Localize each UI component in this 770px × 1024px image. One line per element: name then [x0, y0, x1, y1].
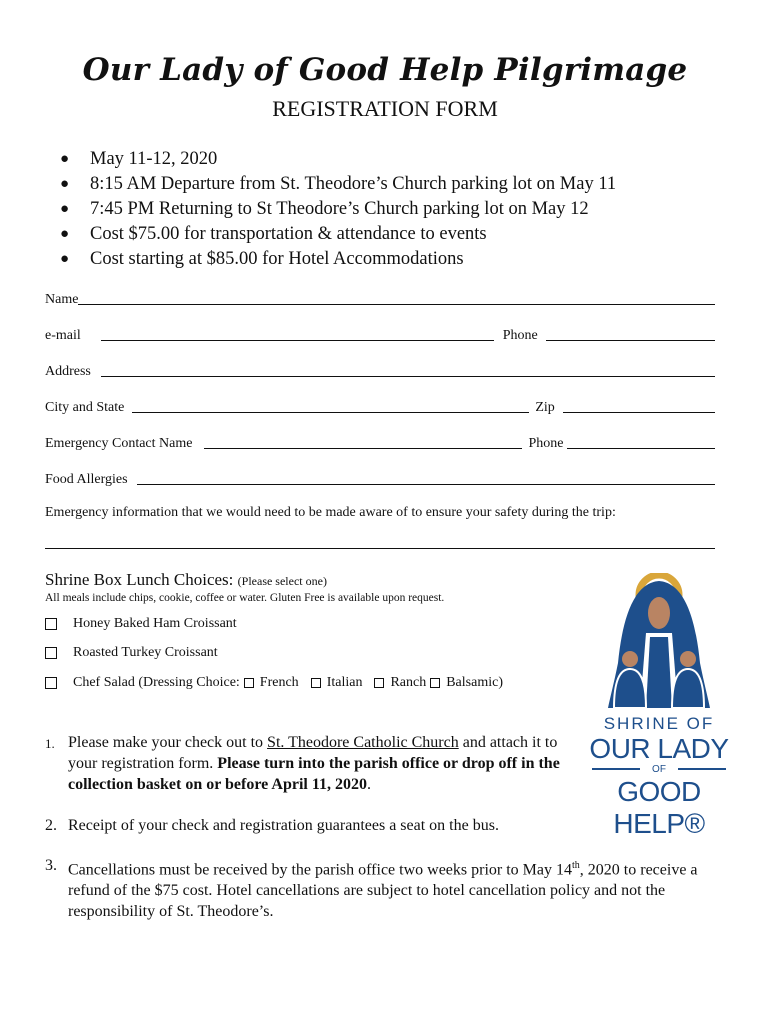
zip-field[interactable]	[563, 411, 715, 413]
name-label: Name	[45, 292, 79, 307]
city-state-label: City and State	[45, 400, 125, 415]
emergency-info-label: Emergency information that we would need to be made aware of to ensure your safety during the trip:	[45, 505, 616, 520]
lunch-option-ham	[45, 616, 237, 632]
french-checkbox[interactable]	[244, 678, 254, 688]
phone-label: Phone	[502, 328, 538, 343]
bullet-icon: ●	[60, 176, 70, 192]
address-field[interactable]	[101, 375, 715, 377]
food-allergies-row	[45, 466, 715, 488]
instruction-3: 3. Cancellations must be received by the parish office two weeks prior to May 14th, 2020 to receive a refund of the $75 cost. Hotel cancellations are subject to hotel cancellation policy and not the responsibility of St. Theodore’s.	[45, 857, 698, 921]
form-title: Our Lady of Good Help Pilgrimage	[82, 52, 688, 88]
city-zip-row	[45, 394, 715, 416]
turkey-checkbox[interactable]	[45, 647, 57, 659]
zip-label: Zip	[535, 400, 555, 415]
ranch-checkbox[interactable]	[374, 678, 384, 688]
name-field[interactable]	[78, 303, 715, 305]
list-item: ● 8:15 AM Departure from St. Theodore’s Church parking lot on May 11	[48, 172, 748, 197]
emergency-contact-row	[45, 430, 715, 452]
lunch-option-turkey	[45, 645, 218, 661]
phone-field[interactable]	[546, 339, 715, 341]
address-row	[45, 358, 715, 380]
logo-line-4: GOOD HELP®	[613, 776, 705, 839]
emergency-info-field[interactable]	[45, 548, 715, 549]
salad-checkbox[interactable]	[45, 677, 57, 689]
logo-line-2: OUR LADY	[589, 733, 729, 764]
ham-checkbox[interactable]	[45, 618, 57, 630]
emergency-phone-label: Phone	[528, 436, 564, 451]
lunch-option-salad	[45, 675, 503, 691]
list-item: ● 7:45 PM Returning to St Theodore’s Church parking lot on May 12	[48, 197, 748, 222]
list-item: ● Cost starting at $85.00 for Hotel Accommodations	[48, 247, 748, 272]
list-item: ● Cost $75.00 for transportation & attendance to events	[48, 222, 748, 247]
instruction-2: 2. Receipt of your check and registration guarantees a seat on the bus.	[45, 817, 499, 834]
deadline-text: Please turn into the parish office or drop off in the collection basket on or before April 11, 2020	[68, 755, 560, 793]
ham-label: Honey Baked Ham Croissant	[73, 616, 237, 631]
bullet-icon: ●	[60, 226, 70, 242]
event-details-list	[48, 147, 748, 272]
mary-face-icon	[648, 597, 670, 629]
email-row	[45, 322, 715, 344]
logo-line-3: OF	[652, 764, 666, 775]
balsamic-label: Balsamic)	[446, 675, 503, 690]
food-allergies-field[interactable]	[137, 483, 715, 485]
food-allergies-label: Food Allergies	[45, 472, 128, 487]
child-right-icon	[680, 651, 696, 667]
email-field[interactable]	[101, 339, 494, 341]
lunch-subtext: All meals include chips, cookie, coffee or water. Gluten Free is available upon request.	[45, 592, 445, 604]
balsamic-checkbox[interactable]	[430, 678, 440, 688]
ranch-label: Ranch	[390, 675, 427, 690]
email-label: e-mail	[45, 328, 81, 343]
salad-label: Chef Salad (Dressing Choice:	[73, 675, 240, 690]
bullet-icon: ●	[60, 251, 70, 267]
form-subtitle: REGISTRATION FORM	[272, 96, 498, 121]
turkey-label: Roasted Turkey Croissant	[73, 645, 218, 660]
logo-line-1: SHRINE OF	[603, 714, 715, 733]
lunch-heading-note: (Please select one)	[237, 574, 327, 588]
emergency-contact-label: Emergency Contact Name	[45, 436, 193, 451]
address-label: Address	[45, 364, 91, 379]
french-label: French	[259, 675, 299, 690]
bullet-icon: ●	[60, 151, 70, 167]
lunch-heading: Shrine Box Lunch Choices: (Please select one)	[45, 570, 327, 589]
instruction-1: 1. Please make your check out to St. Theodore Catholic Church and attach it to your registration form. Please turn into the parish office or drop off in the collection basket on or before April 11, 2020.	[45, 734, 560, 793]
child-left-icon	[622, 651, 638, 667]
italian-checkbox[interactable]	[311, 678, 321, 688]
emergency-contact-field[interactable]	[204, 447, 522, 449]
church-name: St. Theodore Catholic Church	[267, 734, 459, 751]
name-row	[45, 286, 715, 308]
italian-label: Italian	[326, 675, 363, 690]
emergency-phone-field[interactable]	[567, 447, 715, 449]
city-state-field[interactable]	[132, 411, 529, 413]
list-item: ● May 11-12, 2020	[48, 147, 748, 172]
bullet-icon: ●	[60, 201, 70, 217]
